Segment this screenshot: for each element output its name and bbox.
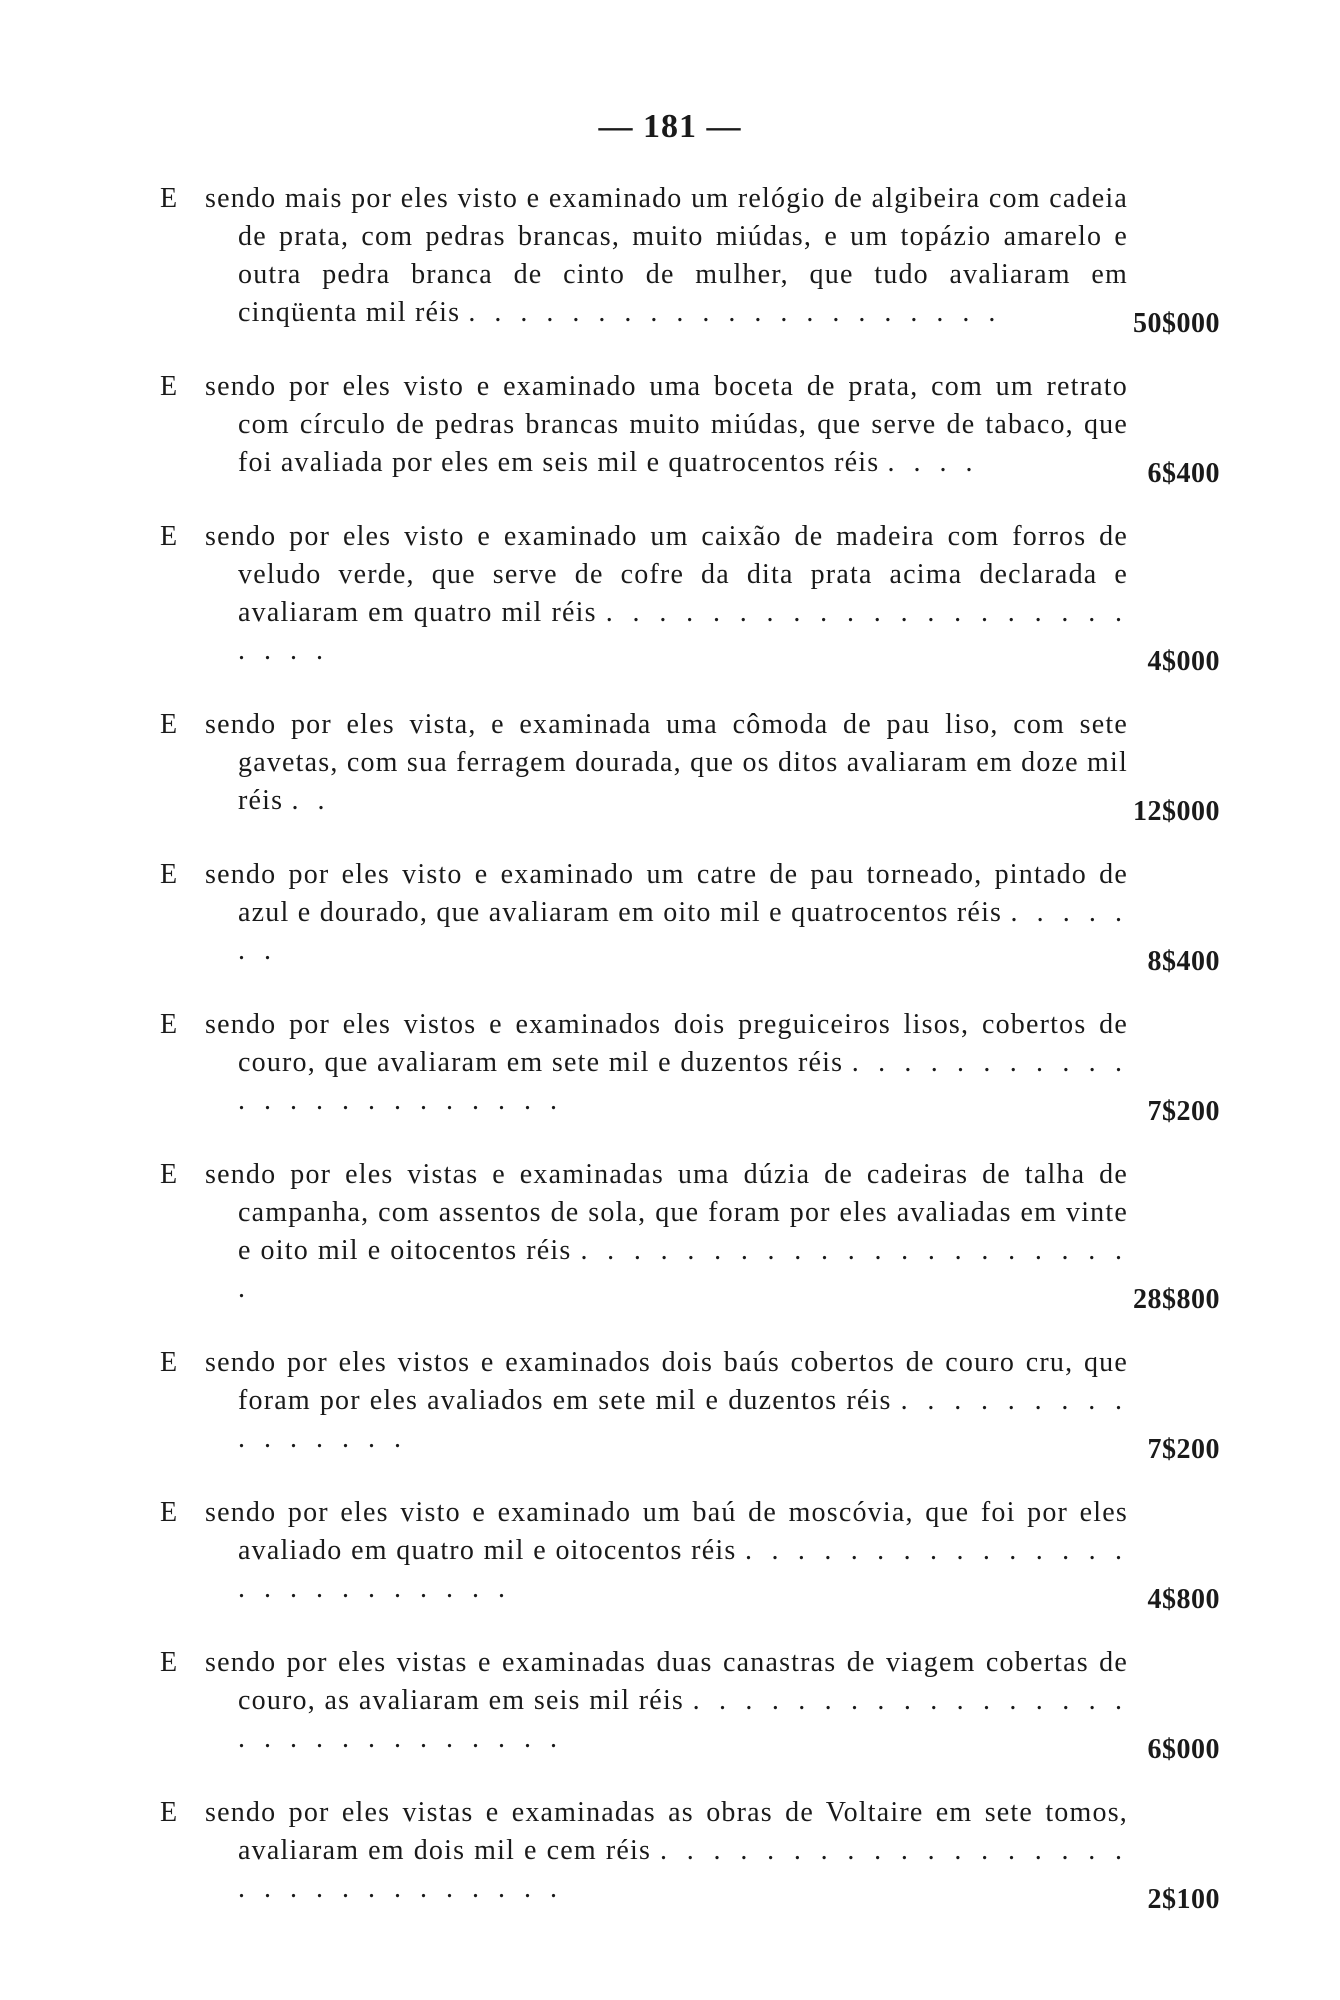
entry-text: sendo mais por eles visto e examinado um relógio de algibeira com cadeia de prata, com pedras brancas, muito miúdas, e um topázio amarelo e outra pedra branca de cinto de mulher, que tudo avaliaram em cinqüenta mil réis [205, 183, 1128, 328]
dot-leader: . . . . . . . . . . . . . . . . . . . . . . [238, 1235, 1129, 1304]
entry-description [160, 1006, 1128, 1120]
entry-description [160, 1494, 1128, 1608]
inventory-entry [160, 518, 1220, 677]
entry-lead-letter: E [160, 1647, 179, 1678]
inventory-entry [160, 1344, 1220, 1465]
dot-leader: . . [291, 785, 331, 816]
entry-text: sendo por eles visto e examinado um catre de pau torneado, pintado de azul e dourado, que avaliaram em oito mil e quatrocentos réis [205, 859, 1128, 928]
entry-amount: 50$000 [1133, 308, 1220, 339]
entry-description [160, 1344, 1128, 1458]
entry-amount: 4$000 [1147, 646, 1220, 677]
entry-lead-letter: E [160, 859, 179, 890]
inventory-entry [160, 1006, 1220, 1127]
entry-amount: 6$000 [1147, 1734, 1220, 1765]
entry-description [160, 518, 1128, 670]
inventory-entry [160, 1644, 1220, 1765]
dot-leader: . . . . . . . . . . . . . . . . . . . . . . . . . . [238, 1535, 1128, 1604]
dot-leader: . . . . . . . [238, 897, 1129, 966]
dot-leader: . . . . . . . . . . . . . . . . . . . . . . . . . . . . . . [238, 1685, 1129, 1754]
entry-text: sendo por eles vista, e examinada uma cômoda de pau liso, com sete gavetas, com sua ferragem dourada, que os ditos avaliaram em doze mil réis [205, 709, 1128, 816]
inventory-entry [160, 1494, 1220, 1615]
entry-description [160, 856, 1128, 970]
entry-lead-letter: E [160, 1497, 179, 1528]
entry-lead-letter: E [160, 709, 179, 740]
entry-text: sendo por eles vistos e examinados dois baús cobertos de couro cru, que foram por eles avaliados em sete mil e duzentos réis [205, 1347, 1128, 1416]
entry-text: sendo por eles visto e examinado um caixão de madeira com forros de veludo verde, que serve de cofre da dita prata acima declarada e avaliaram em quatro mil réis [205, 521, 1128, 628]
inventory-entry [160, 1156, 1220, 1315]
entry-lead-letter: E [160, 521, 179, 552]
entry-amount: 7$200 [1147, 1096, 1220, 1127]
entry-text: sendo por eles vistas e examinadas uma dúzia de cadeiras de talha de campanha, com assentos de sola, que foram por eles avaliadas em vinte e oito mil e oitocentos réis [205, 1159, 1128, 1266]
entry-amount: 12$000 [1133, 796, 1220, 827]
entry-description [160, 368, 1128, 482]
entry-text: sendo por eles vistos e examinados dois preguiceiros lisos, cobertos de couro, que avaliaram em sete mil e duzentos réis [205, 1009, 1128, 1078]
entry-amount: 7$200 [1147, 1434, 1220, 1465]
entry-lead-letter: E [160, 1009, 179, 1040]
entry-text: sendo por eles visto e examinado um baú de moscóvia, que foi por eles avaliado em quatro mil e oitocentos réis [205, 1497, 1128, 1566]
dot-leader: . . . . . . . . . . . . . . . . . . . . . . . . [238, 597, 1129, 666]
entry-description [160, 706, 1128, 820]
entry-lead-letter: E [160, 1797, 179, 1828]
inventory-entries [160, 180, 1220, 1944]
entry-lead-letter: E [160, 183, 179, 214]
entry-amount: 4$800 [1147, 1584, 1220, 1615]
entry-lead-letter: E [160, 1159, 179, 1190]
entry-lead-letter: E [160, 1347, 179, 1378]
dot-leader: . . . . . . . . . . . . . . . . . . . . . . . . . . . . . . . [238, 1835, 1129, 1904]
entry-lead-letter: E [160, 371, 179, 402]
entry-description [160, 1644, 1128, 1758]
inventory-entry [160, 706, 1220, 827]
page-number: — 181 — [598, 108, 742, 145]
dot-leader: . . . . . . . . . . . . . . . . . . . . . . . . [238, 1047, 1128, 1116]
entry-description [160, 180, 1128, 332]
dot-leader: . . . . . . . . . . . . . . . . [238, 1385, 1129, 1454]
inventory-entry [160, 368, 1220, 489]
inventory-entry [160, 180, 1220, 339]
entry-amount: 8$400 [1147, 946, 1220, 977]
entry-text: sendo por eles vistas e examinadas as obras de Voltaire em sete tomos, avaliaram em dois mil e cem réis [205, 1797, 1128, 1866]
entry-amount: 6$400 [1147, 458, 1220, 489]
entry-description [160, 1156, 1128, 1308]
dot-leader: . . . . [887, 447, 979, 478]
entry-text: sendo por eles visto e examinado uma boceta de prata, com um retrato com círculo de pedras brancas muito miúdas, que serve de tabaco, que foi avaliada por eles em seis mil e quatrocentos réis [205, 371, 1128, 478]
dot-leader: . . . . . . . . . . . . . . . . . . . . . [468, 297, 1002, 328]
entry-amount: 2$100 [1147, 1884, 1220, 1915]
entry-amount: 28$800 [1133, 1284, 1220, 1315]
inventory-entry [160, 1794, 1220, 1915]
entry-text: sendo por eles vistas e examinadas duas canastras de viagem cobertas de couro, as avaliaram em seis mil réis [205, 1647, 1128, 1716]
entry-description [160, 1794, 1128, 1908]
inventory-entry [160, 856, 1220, 977]
